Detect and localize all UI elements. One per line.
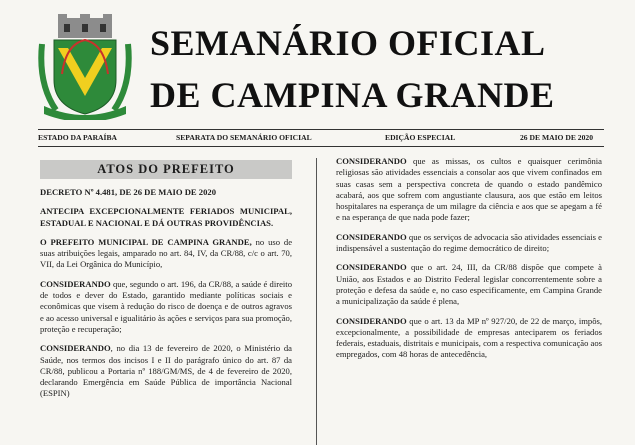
paragraph-text: que, segundo o art. 196, da CR/88, a saúde é direito de todos e dever do Estado, garantido mediante políticas sociais e econômicas que visem à redução do risco de doença e de outros agravos e ao acesso universal e igualitário às ações e serviços para sua promoção, proteção e recuperação; (40, 278, 292, 334)
paragraph (336, 316, 602, 361)
paragraph-text: que o art. 13 da MP nº 927/20, de 22 de março, impôs, excepcionalmente, a possibilidade de empresas anteciparem os feriados federais, estaduais, distritais e municipais, com a respectiva comunicação aos empregados, com 48 horas de antecedência, (336, 315, 602, 360)
coat-of-arms-icon (36, 14, 134, 120)
decree-summary: ANTECIPA EXCEPCIONALMENTE FERIADOS MUNICIPAL, ESTADUAL E NACIONAL E DÁ OUTRAS PROVIDÊNCIAS. (40, 206, 292, 228)
paragraph-text: no uso de suas atribuições legais, amparado no art. 84, IV, da CR/88, c/c o art. 70, VII, da Lei Orgânica do Município, (40, 236, 293, 270)
paragraph (336, 262, 602, 307)
section-banner: ATOS DO PREFEITO (40, 160, 292, 179)
publication-title-line2: DE CAMPINA GRANDE (150, 75, 555, 115)
column-divider (316, 158, 317, 445)
bottom-rule (38, 146, 604, 147)
paragraph (40, 237, 292, 271)
masthead (0, 0, 635, 128)
paragraph-lead: CONSIDERANDO (336, 231, 407, 242)
decree-number: DECRETO Nº 4.481, DE 26 DE MAIO DE 2020 (40, 187, 216, 197)
paragraph-lead: CONSIDERANDO (40, 278, 111, 289)
section-label: SEPARATA DO SEMANÁRIO OFICIAL (176, 133, 312, 142)
left-column (40, 160, 292, 408)
edition-info-bar (38, 130, 604, 146)
paragraph (336, 156, 602, 224)
state-label: ESTADO DA PARAÍBA (38, 133, 118, 142)
right-column (336, 156, 602, 369)
paragraph-text: que os serviços de advocacia são atividades essenciais e indispensável a sustentação do regime democrático de direito; (336, 231, 602, 254)
publication-title-line1: SEMANÁRIO OFICIAL (150, 23, 546, 63)
paragraph-lead: CONSIDERANDO (40, 343, 111, 354)
paragraph-lead: O PREFEITO MUNICIPAL DE CAMPINA GRANDE, (40, 236, 252, 247)
date-label: 26 DE MAIO DE 2020 (520, 133, 593, 142)
paragraph-text: , no dia 13 de fevereiro de 2020, o Ministério da Saúde, nos termos dos incisos I e II do parágrafo único do art. 87 da CR/88, publicou a Portaria nº 188/GM/MS, de 4 de fevereiro de 2020, declarando Emergência em Saúde Pública de importância Nacional (ESPIN) (40, 343, 292, 399)
paragraph (336, 232, 602, 255)
paragraph-lead: CONSIDERANDO (336, 156, 407, 166)
paragraph-text: que o art. 24, III, da CR/88 dispõe que compete à União, aos Estados e ao Distrito Federal legislar concorrentemente sobre a proteção e defesa da saúde e, no caso especificamente, em Campina Grande a municipalização da saúde é plena, (336, 262, 602, 307)
paragraph (40, 343, 292, 399)
paragraph-lead: CONSIDERANDO (336, 262, 407, 273)
paragraph-lead: CONSIDERANDO (336, 315, 407, 326)
paragraph (40, 279, 292, 335)
edition-label: EDIÇÃO ESPECIAL (385, 133, 456, 142)
paragraph-text: que as missas, os cultos e quaisquer cerimônia religiosas são atividades essenciais a consolar aos que vivem confinados em suas casas sem a perspectiva concreta de quando o estado pandêmico acabará, aos que sofrem com angustiante clausura, aos que estão em leitos hospitalares na esperança de um milagre da ciência e aos que se apegam a fé e na esperança de que nada pode fazer; (336, 156, 602, 223)
